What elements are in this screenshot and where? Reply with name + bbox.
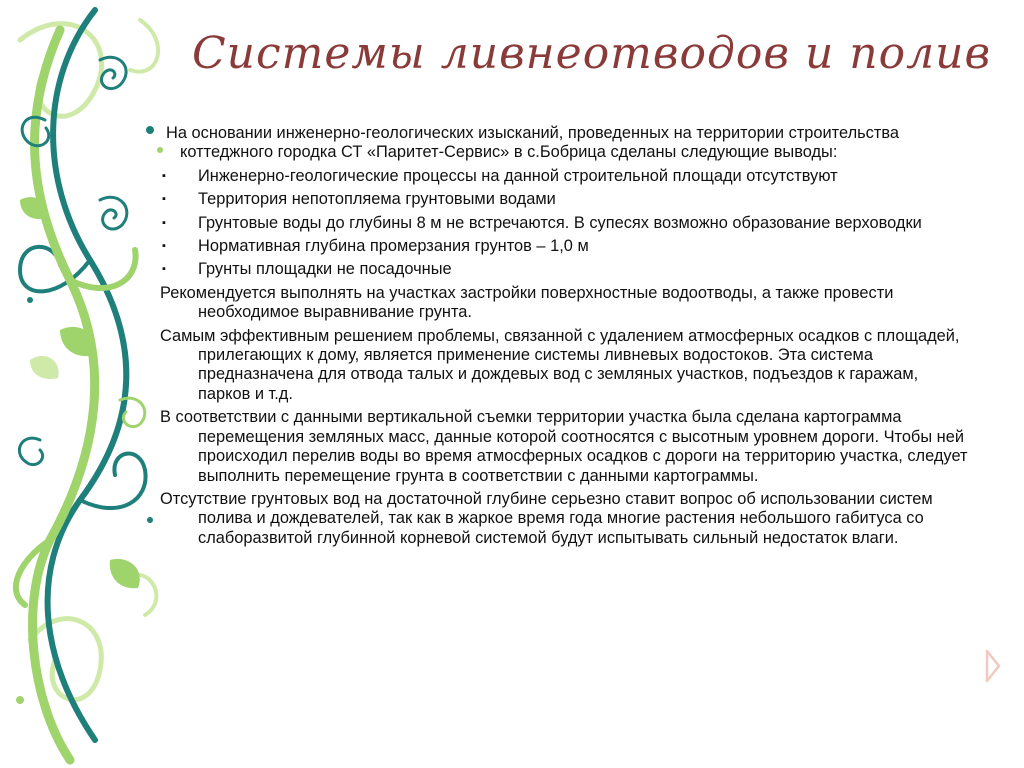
slide-title: Системы ливнеотводов и полив [192, 28, 992, 79]
bullet-marker: ▪ [162, 240, 166, 253]
body-paragraph: В соответствии с данными вертикальной съемки территории участка была сделана картограмма перемещения земляных масс, данные которой соотносятся с высотным уровнем дороги. Чтобы ней происходил перелив воды во время атмосферных осадков с дороги на территорию участка, следует выполнить перемещение грунта в соответствии с данными картограммы. [160, 408, 968, 485]
body-paragraph: Рекомендуется выполнять на участках застройки поверхностные водоотводы, а также провести необходимое выравнивание грунта. [160, 283, 894, 322]
body-paragraph: Самым эффективным решением проблемы, связанной с удалением атмосферных осадков с площадей, прилегающих к дому, является применение системы ливневых водостоков. Эта система предназначена для отвода талых и дождевых вод с земляных участков, подъездов к гаражам, парков и т.д. [160, 326, 960, 403]
bullet-text: Грунтовые воды до глубины 8 м не встречаются. В супесях возможно образование верховодки [198, 213, 922, 232]
bullet-item [160, 214, 970, 233]
bullet-text: Нормативная глубина промерзания грунтов – 1,0 м [198, 237, 589, 256]
next-slide-arrow-icon[interactable] [984, 648, 1002, 684]
bullet-marker: ▪ [162, 169, 166, 182]
bullet-text: Инженерно-геологические процессы на данной строительной площади отсутствуют [198, 166, 838, 185]
bullet-item [160, 260, 970, 279]
bullet-text: Грунты площадки не посадочные [198, 260, 452, 279]
bullet-marker: ▪ [162, 263, 166, 276]
bullet-marker: ▪ [162, 193, 166, 206]
body-paragraph: Отсутствие грунтовых вод на достаточной глубине серьезно ставит вопрос об использовании систем полива и дождевателей, так как в жаркое время года многие растения небольшого габитуса со слаборазвитой глубинной корневой системой будут испытывать сильный недостаток влаги. [160, 489, 933, 547]
bullet-item [160, 190, 970, 209]
slide-body [160, 124, 970, 552]
bullet-text: Территория непотопляема грунтовыми водами [198, 190, 556, 209]
intro-paragraph: На основании инженерно-геологических изысканий, проведенных на территории строительства коттеджного городка СТ «Паритет-Сервис» в с.Бобрица сделаны следующие выводы: [166, 124, 900, 162]
bullet-item [160, 237, 970, 256]
bullet-marker: ▪ [162, 216, 166, 229]
bullet-item [160, 167, 970, 186]
